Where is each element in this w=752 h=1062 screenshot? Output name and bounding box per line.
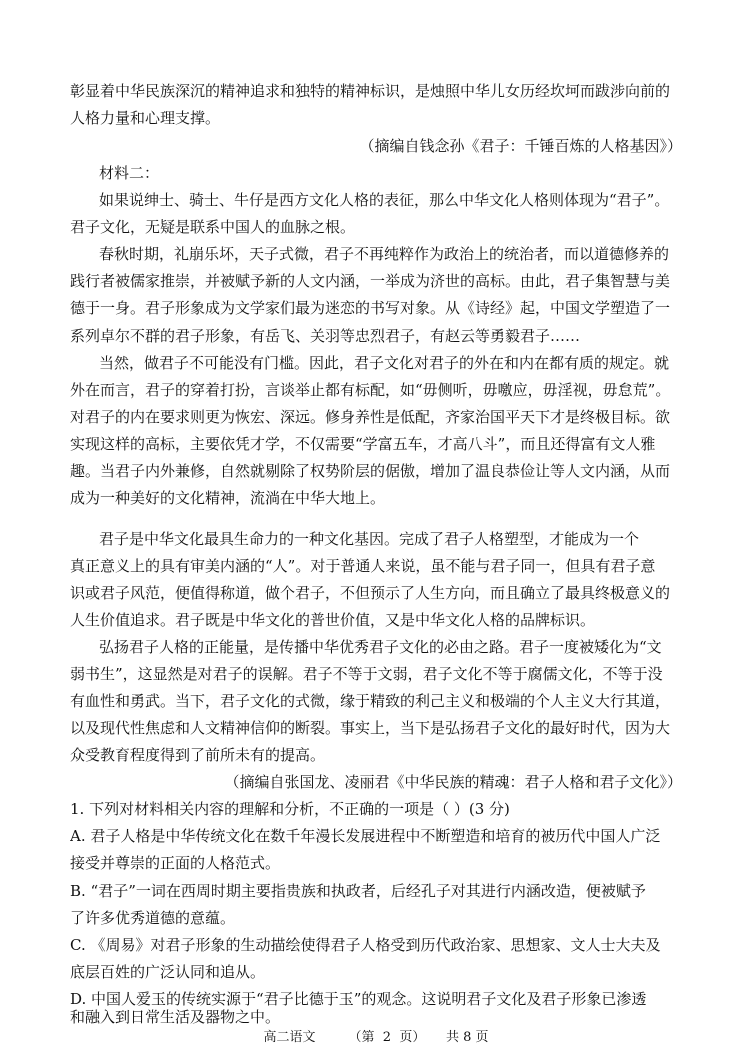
text-line: 弘扬君子人格的正能量，是传播中华优秀君子文化的必由之路。君子一度被矮化为“文 <box>99 638 662 656</box>
text-line: 外在而言，君子的穿着打扮，言谈举止都有标配，如“毋侧听，毋噭应，毋淫视，毋怠荒”。 <box>70 381 671 399</box>
text-line: 以及现代性焦虑和人文精神信仰的断裂。事实上，当下是弘扬君子文化的最好时代，因为大 <box>70 719 671 737</box>
text-line: 系列卓尔不群的君子形象，有岳飞、关羽等忠烈君子，有赵云等勇毅君子…… <box>70 327 581 345</box>
text-line: 实现这样的高标，主要依凭才学，不仅需要“学富五车，才高八斗”，而且还得富有文人雅 <box>70 435 656 453</box>
option-b: B. “君子”一词在西周时期主要指贵族和执政者，后经孔子对其进行内涵改造，便被赋予 <box>70 882 646 900</box>
option-b-cont: 了许多优秀道德的意蕴。 <box>70 909 236 927</box>
text-line: 春秋时期，礼崩乐坏，天子式微，君子不再纯粹作为政治上的统治者，而以道德修养的 <box>99 245 670 263</box>
text-line: 弱书生”，这显然是对君子的误解。君子不等于文弱，君子文化不等于腐儒文化，不等于没 <box>70 665 663 683</box>
source-citation: （摘编自钱念孙《君子：千锤百炼的人格基因》） <box>359 137 682 155</box>
text-line: 君子是中华文化最具生命力的一种文化基因。完成了君子人格塑型，才能成为一个 <box>99 530 640 548</box>
page-footer: 高二语文 （第 2 页） 共 8 页 <box>263 1030 489 1045</box>
option-a: A. 君子人格是中华传统文化在数千年漫长发展进程中不断塑造和培育的被历代中国人广泛 <box>70 827 661 845</box>
text-line: 如果说绅士、骑士、牛仔是西方文化人格的表征，那么中华文化人格则体现为“君子”。 <box>99 191 670 209</box>
text-line: 趣。当君子内外兼修，自然就剔除了权势阶层的倨傲，增加了温良恭俭让等人文内涵，从而 <box>70 462 671 480</box>
text-line: 当然，做君子不可能没有门槛。因此，君子文化对君子的外在和内在都有质的规定。就 <box>99 354 670 372</box>
option-d: D. 中国人爱玉的传统实源于“君子比德于玉”的观念。这说明君子文化及君子形象已渗透 <box>70 990 647 1008</box>
option-c: C. 《周易》对君子形象的生动描绘使得君子人格受到历代政治家、思想家、文人士大夫及 <box>70 936 661 954</box>
text-line: 彰显着中华民族深沉的精神追求和独特的精神标识，是烛照中华儿女历经坎坷而跋涉向前的 <box>70 82 671 100</box>
text-line: 德于一身。君子形象成为文学家们最为迷恋的书写对象。从《诗经》起，中国文学塑造了一 <box>70 299 671 317</box>
text-line: 成为一种美好的文化精神，流淌在中华大地上。 <box>70 489 386 507</box>
text-line: 识或君子风范，便值得称道，做个君子，不但预示了人生方向，而且确立了最具终极意义的 <box>70 584 671 602</box>
text-line: 对君子的内在要求则更为恢宏、深远。修身养性是低配，齐家治国平天下才是终极目标。欲 <box>70 408 671 426</box>
option-d-cont: 和融入到日常生活及器物之中。 <box>70 1008 281 1026</box>
text-line: 人格力量和心理支撑。 <box>70 109 221 127</box>
source-citation: （摘编自张国龙、凌丽君《中华民族的精魂：君子人格和君子文化》） <box>224 773 682 791</box>
text-line: 人生价值追求。君子既是中华文化的普世价值，又是中华文化人格的品牌标识。 <box>70 611 596 629</box>
text-line: 众受教育程度得到了前所未有的提高。 <box>70 746 326 764</box>
question-stem: 1. 下列对材料相关内容的理解和分析，不正确的一项是（ ）(3 分) <box>70 800 510 818</box>
option-c-cont: 底层百姓的广泛认同和追从。 <box>70 963 266 981</box>
section-heading: 材料二： <box>99 164 160 182</box>
text-line: 真正意义上的具有审美内涵的“人”。对于普通人来说，虽不能与君子同一，但具有君子意 <box>70 557 656 575</box>
text-line: 君子文化，无疑是联系中国人的血脉之根。 <box>70 218 356 236</box>
text-line: 有血性和勇武。当下，君子文化的式微，缘于精致的利己主义和极端的个人主义大行其道， <box>70 692 671 710</box>
option-a-cont: 接受并尊崇的正面的人格范式。 <box>70 854 281 872</box>
text-line: 践行者被儒家推崇，并被赋予新的人文内涵，一举成为济世的高标。由此，君子集智慧与美 <box>70 272 671 290</box>
